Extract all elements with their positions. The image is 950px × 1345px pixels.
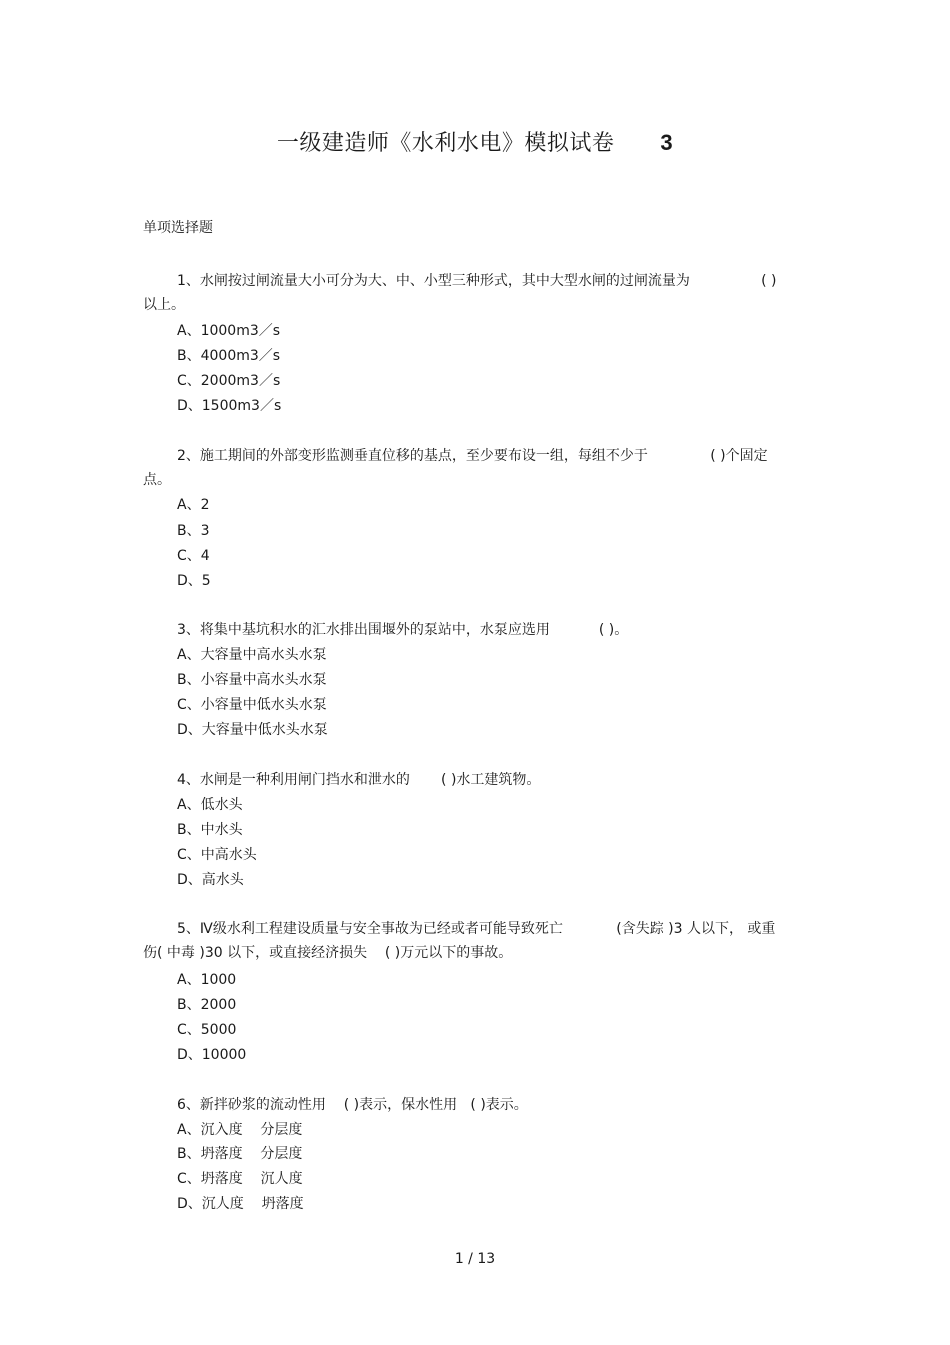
question-4-option-a: A、低水头 xyxy=(177,797,243,813)
question-4-option-b: B、中水头 xyxy=(177,822,243,838)
page-indicator: 1 / 13 xyxy=(454,1251,496,1267)
question-2-text-cont: 点。 xyxy=(143,472,171,488)
question-4-text: 4、水闸是一种利用闸门挡水和泄水的 ( )水工建筑物。 xyxy=(177,772,541,788)
question-1-option-c: C、2000m3／s xyxy=(177,373,281,389)
section-heading: 单项选择题 xyxy=(143,220,213,236)
question-5-option-b: B、2000 xyxy=(177,997,237,1013)
question-3-option-a: A、大容量中高水头水泵 xyxy=(177,647,327,663)
question-3-option-d: D、大容量中低水头水泵 xyxy=(177,722,328,738)
question-3-option-b: B、小容量中高水头水泵 xyxy=(177,672,327,688)
question-3-option-c: C、小容量中低水头水泵 xyxy=(177,697,327,713)
question-4-option-d: D、高水头 xyxy=(177,872,244,888)
question-5-option-d: D、10000 xyxy=(177,1047,247,1063)
question-3-text: 3、将集中基坑积水的汇水排出围堰外的泵站中，水泵应选用 ( )。 xyxy=(177,622,629,638)
question-2-option-a: A、2 xyxy=(177,497,210,513)
question-2-text: 2、施工期间的外部变形监测垂直位移的基点，至少要布设一组，每组不少于 ( )个固定 xyxy=(177,448,768,464)
question-1-text: 1、水闸按过闸流量大小可分为大、中、小型三种形式，其中大型水闸的过闸流量为 ( ) xyxy=(177,273,777,289)
question-1-option-b: B、4000m3／s xyxy=(177,348,281,364)
question-2-option-d: D、5 xyxy=(177,573,211,589)
document-title xyxy=(0,126,950,157)
question-2-option-c: C、4 xyxy=(177,548,210,564)
question-4-option-c: C、中高水头 xyxy=(177,847,257,863)
question-5-option-c: C、5000 xyxy=(177,1022,237,1038)
question-2-option-b: B、3 xyxy=(177,523,210,539)
question-5-option-a: A、1000 xyxy=(177,972,237,988)
question-1-text-cont: 以上。 xyxy=(143,297,185,313)
question-5-text-cont: 伤( 中毒 )30 以下，或直接经济损失 ( )万元以下的事故。 xyxy=(143,945,513,961)
question-1-option-a: A、1000m3／s xyxy=(177,323,281,339)
question-1-option-d: D、1500m3／s xyxy=(177,398,282,414)
question-6-option-c: C、坍落度 沉人度 xyxy=(177,1171,303,1187)
question-6-option-d: D、沉人度 坍落度 xyxy=(177,1196,304,1212)
question-5-text: 5、Ⅳ级水利工程建设质量与安全事故为已经或者可能导致死亡 (含失踪 )3 人以下， 或重 xyxy=(177,921,776,937)
question-6-option-b: B、坍落度 分层度 xyxy=(177,1146,303,1162)
title-number: 3 xyxy=(660,130,674,155)
question-6-option-a: A、沉入度 分层度 xyxy=(177,1122,303,1138)
title-text: 一级建造师《水利水电》模拟试卷 xyxy=(276,131,615,156)
question-6-text: 6、新拌砂浆的流动性用 ( )表示，保水性用 ( )表示。 xyxy=(177,1097,528,1113)
